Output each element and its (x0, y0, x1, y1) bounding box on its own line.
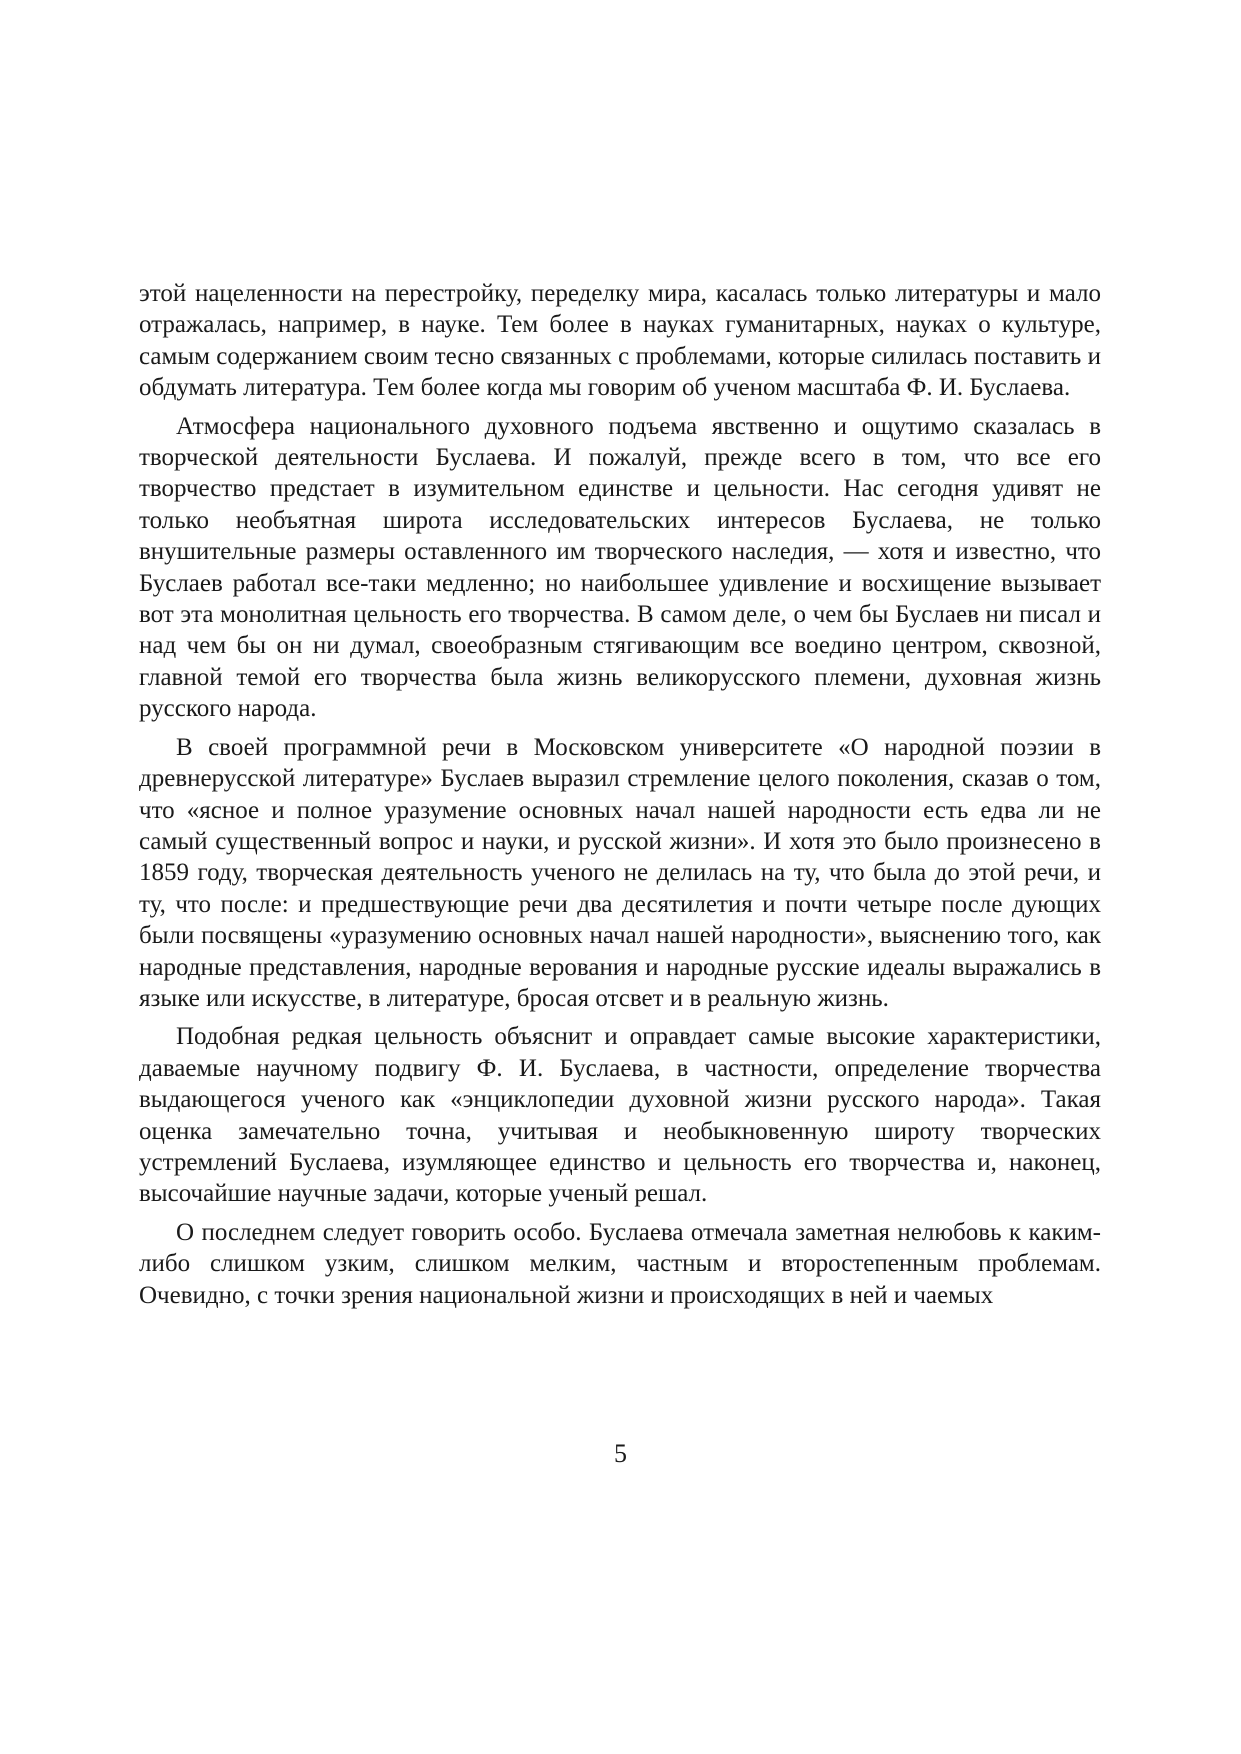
paragraph-3: В своей программной речи в Московском университете «О народной поэзии в древнерусской литературе» Буслаев выразил стремление целого поколения, сказав о том, что «ясное и полное уразумение основных начал нашей народности есть едва ли не самый существенный вопрос и науки, и русской жизни». И хотя это было произнесено в 1859 году, творческая деятельность ученого не делилась на ту, что была до этой речи, и ту, что после: и предшествующие речи два десятилетия и почти четыре после дующих были посвящены «уразумению основных начал нашей народности», выяснению того, как народные представления, народные верования и народные русские идеалы выражались в языке или искусстве, в литературе, бросая отсвет и в реальную жизнь. (139, 733, 1101, 1012)
paragraph-4: Подобная редкая цельность объяснит и оправдает самые высокие характеристики, даваемые научному подвигу Ф. И. Буслаева, в частности, определение творчества выдающегося ученого как «энциклопедии духовной жизни русского народа». Такая оценка замечательно точна, учитывая и необыкновенную широту творческих устремлений Буслаева, изумляющее единство и цельность его творчества и, наконец, высочайшие научные задачи, которые ученый решал. (139, 1023, 1101, 1208)
body-text (139, 278, 1101, 1318)
paragraph-5: О последнем следует говорить особо. Буслаева отмечала заметная нелюбовь к каким-либо слишком узким, слишком мелким, частным и второстепенным проблемам. Очевидно, с точки зрения национальной жизни и происходящих в ней и чаемых (139, 1218, 1101, 1309)
paragraph-1: этой нацеленности на перестройку, переделку мира, касалась только литературы и мало отражалась, например, в науке. Тем более в науках гуманитарных, науках о культуре, самым содержанием своим тесно связанных с проблемами, которые силилась поставить и обдумать литература. Тем более когда мы говорим об ученом масштаба Ф. И. Буслаева. (139, 280, 1101, 402)
page-number: 5 (614, 1439, 627, 1468)
paragraph-2: Атмосфера национального духовного подъема явственно и ощутимо сказалась в творческой деятельности Буслаева. И пожалуй, прежде всего в том, что все его творчество предстает в изумительном единстве и цельности. Нас сегодня удивят не только необъятная широта исследовательских интересов Буслаева, не только внушительные размеры оставленного им творческого наследия, — хотя и известно, что Буслаев работал все-таки медленно; но наибольшее удивление и восхищение вызывает вот эта монолитная цельность его творчества. В самом деле, о чем бы Буслаев ни писал и над чем бы он ни думал, своеобразным стягивающим все воедино центром, сквозной, главной темой его творчества была жизнь великорусского племени, духовная жизнь русского народа. (139, 412, 1101, 723)
